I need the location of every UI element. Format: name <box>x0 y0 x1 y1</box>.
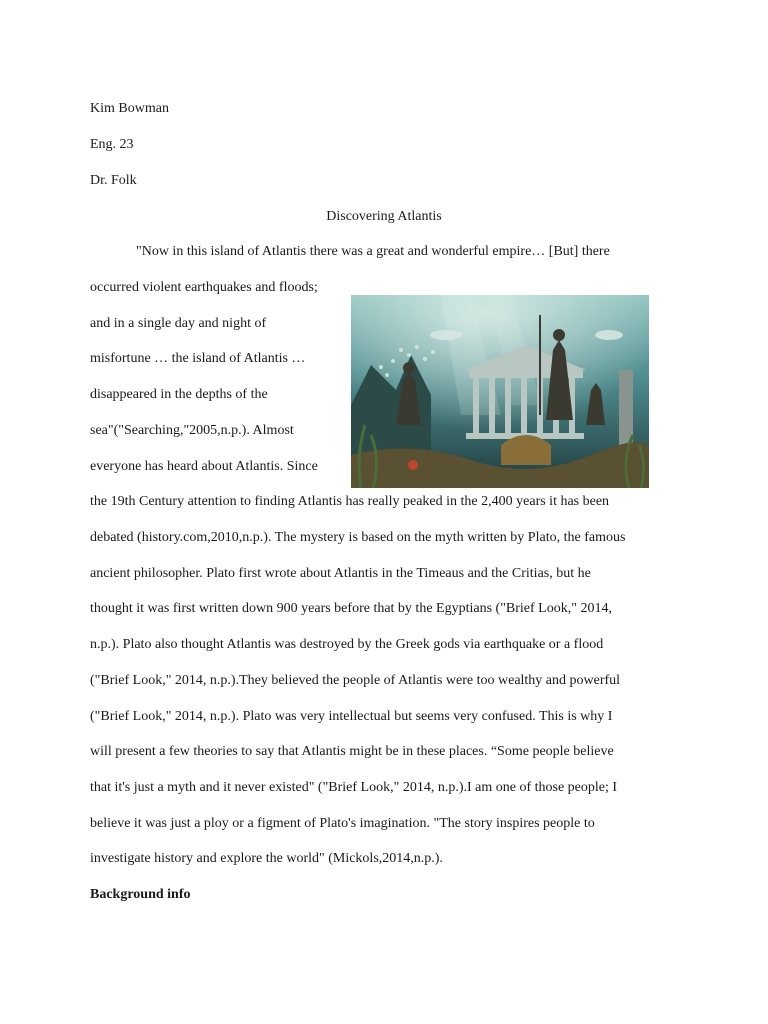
body-line: thought it was first written down 900 years before that by the Egyptians ("Brief Look," 2014, <box>90 601 612 616</box>
body-line: ("Brief Look," 2014, n.p.).They believed the people of Atlantis were too wealthy and powerful <box>90 673 621 688</box>
atlantis-illustration <box>351 295 649 488</box>
body-line: will present a few theories to say that Atlantis might be in these places. “Some people believe <box>90 744 614 759</box>
section-heading: Background info <box>90 887 191 902</box>
body-line: the 19th Century attention to finding Atlantis has really peaked in the 2,400 years it has been <box>90 494 610 509</box>
body-line: believe it was just a ploy or a figment of Plato's imagination. "The story inspires people to <box>90 816 595 831</box>
body-line: ("Brief Look," 2014, n.p.). Plato was very intellectual but seems very confused. This is why I <box>90 709 613 724</box>
course-name: Eng. 23 <box>90 137 134 152</box>
essay-title: Discovering Atlantis <box>326 209 442 224</box>
body-line: n.p.). Plato also thought Atlantis was destroyed by the Greek gods via earthquake or a flood <box>90 637 604 652</box>
body-line: investigate history and explore the world" (Mickols,2014,n.p.). <box>90 851 443 866</box>
body-line: that it's just a myth and it never existed" ("Brief Look," 2014, n.p.).I am one of those people; I <box>90 780 618 795</box>
sunken-city-icon <box>351 295 649 488</box>
body-line: "Now in this island of Atlantis there was a great and wonderful empire… [But] there <box>136 244 610 259</box>
body-line: and in a single day and night of <box>90 316 267 331</box>
body-line: debated (history.com,2010,n.p.). The mystery is based on the myth written by Plato, the famous <box>90 530 626 545</box>
body-line: sea"("Searching,"2005,n.p.). Almost <box>90 423 294 438</box>
body-line: disappeared in the depths of the <box>90 387 268 402</box>
body-line: misfortune … the island of Atlantis … <box>90 351 306 366</box>
instructor-name: Dr. Folk <box>90 173 137 188</box>
body-line: everyone has heard about Atlantis. Since <box>90 459 318 474</box>
body-line: occurred violent earthquakes and floods; <box>90 280 318 295</box>
author-name: Kim Bowman <box>90 101 169 116</box>
body-line: ancient philosopher. Plato first wrote about Atlantis in the Timeaus and the Critias, but he <box>90 566 591 581</box>
